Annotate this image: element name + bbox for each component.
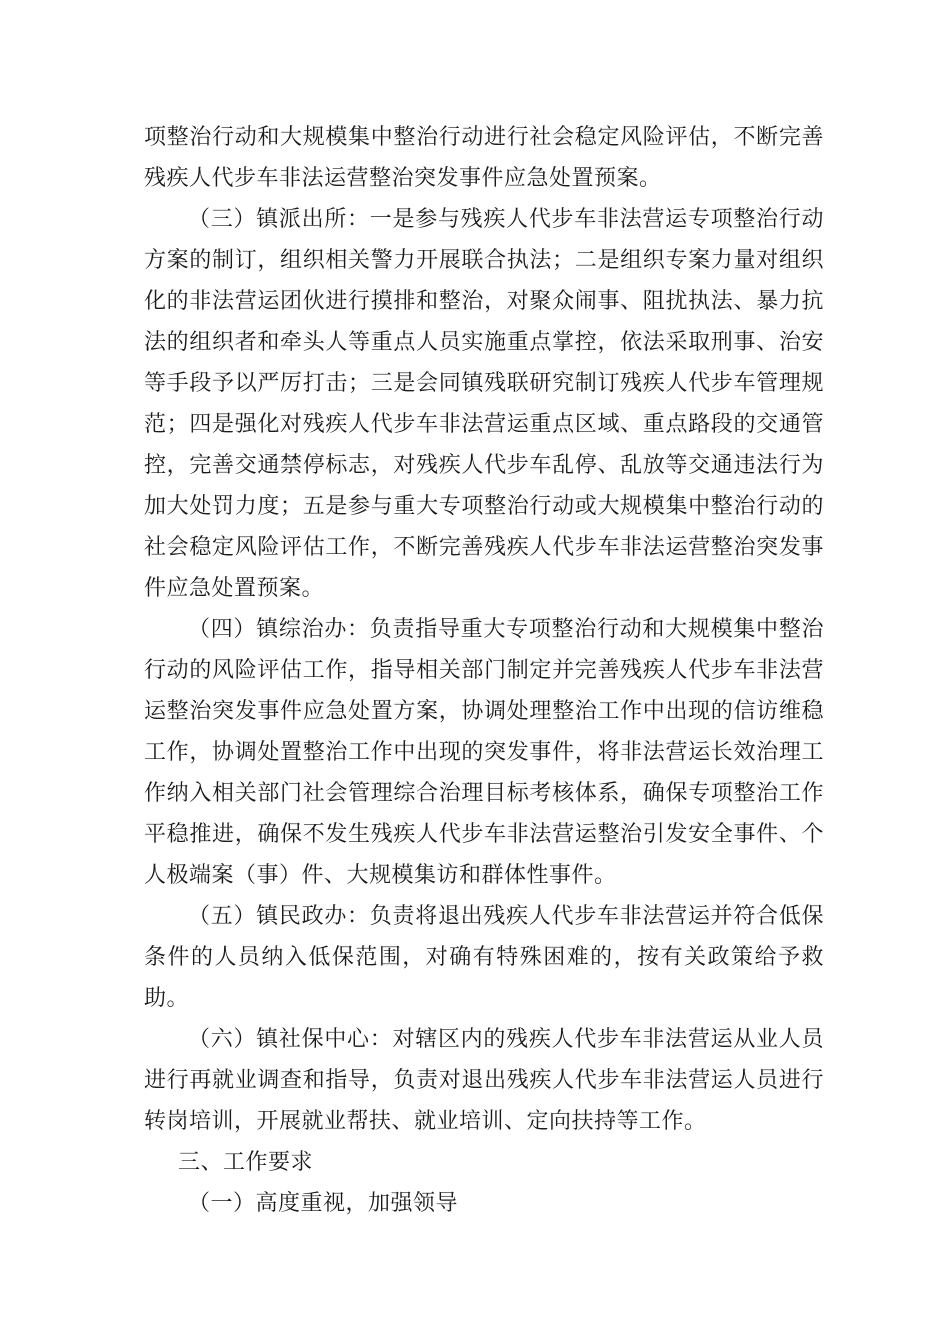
document-body xyxy=(144,117,824,1224)
paragraph-comprehensive-office: （四）镇综治办：负责指导重大专项整治行动和大规模集中整治行动的风险评估工作，指导相关部门制定并完善残疾人代步车非法营运整治突发事件应急处置方案，协调处理整治工作中出现的信访维稳工作，协调处置整治工作中出现的突发事件，将非法营运长效治理工作纳入相关部门社会管理综合治理目标考核体系，确保专项整治工作平稳推进，确保不发生残疾人代步车非法营运整治引发安全事件、个人极端案（事）件、大规模集访和群体性事件。 xyxy=(144,617,824,888)
sub-heading: （一）高度重视，加强领导 xyxy=(188,1191,459,1216)
paragraph-police-station: （三）镇派出所：一是参与残疾人代步车非法营运专项整治行动方案的制订，组织相关警力开展联合执法；二是组织专案力量对组织化的非法营运团伙进行摸排和整治，对聚众闹事、阻扰执法、暴力抗法的组织者和牵头人等重点人员实施重点掌控，依法采取刑事、治安等手段予以严厉打击；三是会同镇残联研究制订残疾人代步车管理规范；四是强化对残疾人代步车非法营运重点区域、重点路段的交通管控，完善交通禁停标志，对残疾人代步车乱停、乱放等交通违法行为加大处罚力度；五是参与重大专项整治行动或大规模集中整治行动的社会稳定风险评估工作，不断完善残疾人代步车非法运营整治突发事件应急处置预案。 xyxy=(144,207,824,601)
paragraph-civil-affairs: （五）镇民政办：负责将退出残疾人代步车非法营运并符合低保条件的人员纳入低保范围，对确有特殊困难的，按有关政策给予救助。 xyxy=(144,904,824,1011)
paragraph-social-security: （六）镇社保中心：对辖区内的残疾人代步车非法营运从业人员进行再就业调查和指导，负责对退出残疾人代步车非法营运人员进行转岗培训，开展就业帮扶、就业培训、定向扶持等工作。 xyxy=(144,1027,824,1134)
section-heading: 三、工作要求 xyxy=(178,1150,314,1175)
paragraph-continuation: 项整治行动和大规模集中整治行动进行社会稳定风险评估，不断完善残疾人代步车非法运营整治突发事件应急处置预案。 xyxy=(144,125,824,191)
